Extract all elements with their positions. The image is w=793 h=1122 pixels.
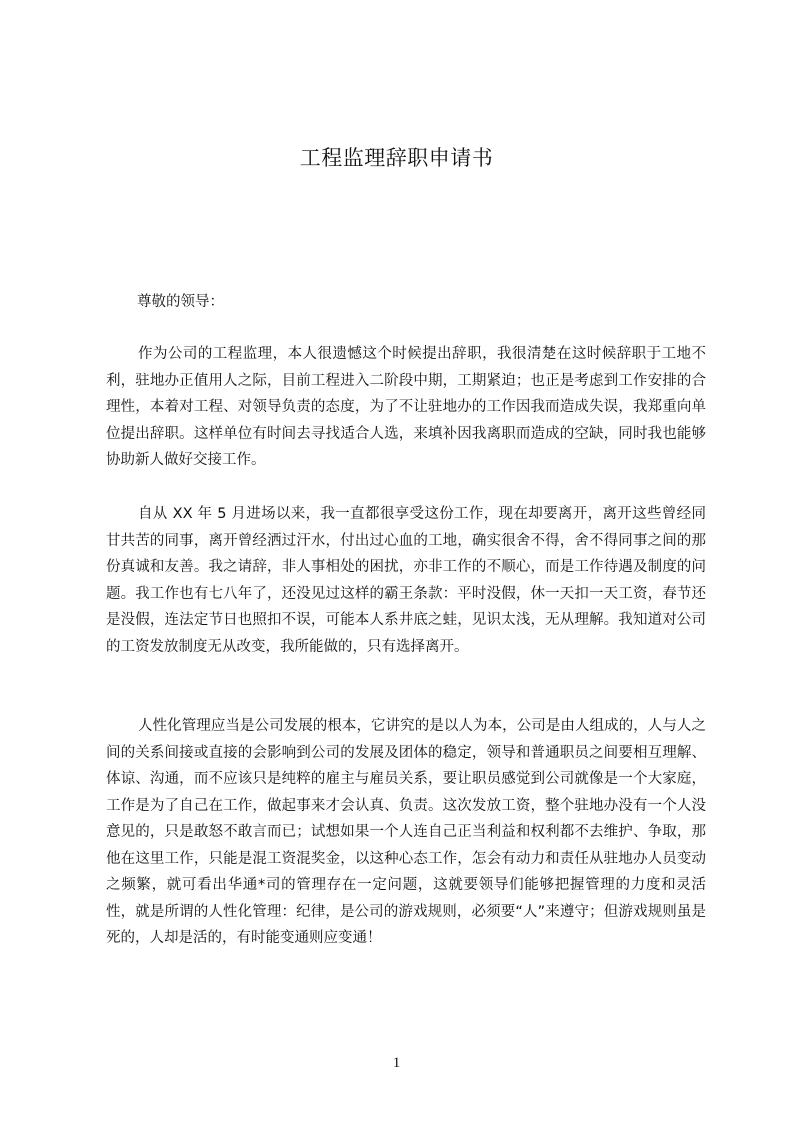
paragraph-2-block (106, 501, 706, 660)
paragraph-2: 自从 XX 年 5 月进场以来，我一直都很享受这份工作，现在却要离开，离开这些曾经同甘共苦的同事，离开曾经洒过汗水，付出过心血的工地，确实很舍不得，舍不得同事之间的那份真诚和友善。我之请辞，非人事相处的困扰，亦非工作的不顺心，而是工作待遇及制度的问题。我工作也有七八年了，还没见过这样的霸王条款：平时没假，休一天扣一天工资，春节还是没假，连法定节日也照扣不误，可能本人系井底之蛙，见识太浅，无从理解。我知道对公司的工资发放制度无从改变，我所能做的，只有选择离开。 (106, 506, 706, 655)
paragraph-1: 作为公司的工程监理，本人很遗憾这个时候提出辞职，我很清楚在这时候辞职于工地不利，驻地办正值用人之际，目前工程进入二阶段中期，工期紧迫；也正是考虑到工作安排的合理性，本着对工程、对领导负责的态度，为了不让驻地办的工作因我而造成失误，我郑重向单位提出辞职。这样单位有时间去寻找适合人选，来填补因我离职而造成的空缺，同时我也能够协助新人做好交接工作。 (106, 346, 706, 468)
paragraph-3-block (106, 713, 706, 952)
document-title: 工程监理辞职申请书 (299, 146, 494, 170)
salutation: 尊敬的领导： (137, 294, 224, 310)
paragraph-3: 人性化管理应当是公司发展的根本，它讲究的是以人为本，公司是由人组成的，人与人之间的关系间接或直接的会影响到公司的发展及团体的稳定，领导和普通职员之间要相互理解、体谅、沟通，而不应该只是纯粹的雇主与雇员关系，要让职员感觉到公司就像是一个大家庭，工作是为了自己在工作，做起事来才会认真、负责。这次发放工资，整个驻地办没有一个人没意见的，只是敢怒不敢言而已；试想如果一个人连自己正当利益和权利都不去维护、争取，那他在这里工作，只能是混工资混奖金，以这种心态工作，怎会有动力和责任从驻地办人员变动之频繁，就可看出华通*司的管理存在一定问题，这就要领导们能够把握管理的力度和灵活性，就是所谓的人性化管理：纪律，是公司的游戏规则，必须要“人”来遵守；但游戏规则虽是死的，人却是活的，有时能变通则应变通！ (106, 718, 706, 946)
page-number: 1 (392, 1055, 401, 1071)
paragraph-1-block (106, 341, 706, 474)
